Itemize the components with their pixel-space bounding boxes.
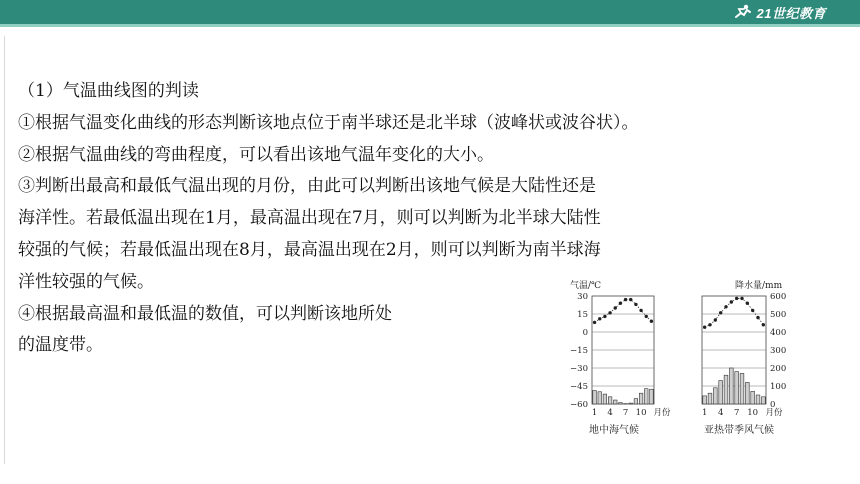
precip-bar xyxy=(756,395,760,404)
month-tick-label: 1 xyxy=(701,408,708,418)
precip-bar xyxy=(593,391,597,405)
precip-bar xyxy=(634,399,638,404)
precip-tick-label: 100 xyxy=(770,382,787,392)
precip-bar xyxy=(740,373,744,404)
section-heading: （1）气温曲线图的判读 xyxy=(18,81,199,101)
precip-bar xyxy=(751,391,755,404)
climate-chart-svg xyxy=(552,274,804,454)
precip-bar xyxy=(608,397,612,404)
month-axis-label: 月份 xyxy=(765,408,783,418)
precip-bar xyxy=(708,393,712,404)
temp-line xyxy=(595,300,652,323)
precip-bar xyxy=(713,388,717,404)
temp-tick-label: −30 xyxy=(570,364,588,374)
precip-bar xyxy=(650,389,654,404)
logo xyxy=(733,3,826,21)
month-tick-label: 10 xyxy=(635,408,647,418)
paragraph-line: 洋性较强的气候。 xyxy=(18,271,154,292)
temp-point xyxy=(634,303,637,306)
climate-charts xyxy=(552,274,804,454)
precip-bar xyxy=(629,403,633,404)
temp-point xyxy=(608,311,611,314)
temp-point xyxy=(730,300,733,303)
precip-tick-label: 200 xyxy=(770,364,787,374)
precip-bar xyxy=(603,394,607,404)
month-tick-label: 1 xyxy=(591,408,598,418)
paragraph-line: 较强的气候；若最低温出现在8月，最高温出现在2月，则可以判断为南半球海 xyxy=(18,239,601,260)
precip-bar xyxy=(724,375,728,404)
precip-bar xyxy=(729,368,733,404)
month-axis-label: 月份 xyxy=(653,408,671,418)
temp-tick-label: 30 xyxy=(577,292,588,302)
paragraph-line: ①根据气温变化曲线的形态判断该地点位于南半球还是北半球（波峰状或波谷状）。 xyxy=(18,112,639,133)
precip-bar xyxy=(613,400,617,404)
temp-point xyxy=(724,305,727,308)
left-rule xyxy=(4,36,5,464)
temp-tick-label: −60 xyxy=(570,400,588,410)
temp-point xyxy=(719,311,722,314)
precip-tick-label: 600 xyxy=(770,292,787,302)
temp-point xyxy=(645,315,648,318)
paragraph-line: ②根据气温曲线的弯曲程度，可以看出该地气温年变化的大小。 xyxy=(18,144,494,165)
temp-point xyxy=(714,318,717,321)
temp-tick-label: −15 xyxy=(570,346,588,356)
precip-tick-label: 500 xyxy=(770,310,787,320)
month-tick-label: 7 xyxy=(622,408,629,418)
precip-bar xyxy=(719,381,723,404)
logo-text: 21世纪教育 xyxy=(756,5,826,21)
precip-tick-label: 400 xyxy=(770,328,787,338)
temp-point xyxy=(619,302,622,305)
temp-tick-label: −45 xyxy=(570,382,588,392)
temp-point xyxy=(762,323,765,326)
precip-bar xyxy=(644,389,648,404)
precip-axis-label: 降水量/mm xyxy=(735,281,783,291)
header-stripe xyxy=(0,24,860,27)
paragraph-line: ④根据最高温和最低温的数值，可以判断该地所处 xyxy=(18,303,392,324)
precip-bar xyxy=(598,392,602,404)
precip-bar xyxy=(761,397,765,404)
temp-point xyxy=(708,323,711,326)
precip-bar xyxy=(619,403,623,404)
precip-bar xyxy=(639,393,643,404)
temp-axis-label: 气温/℃ xyxy=(570,281,602,291)
temp-point xyxy=(746,302,749,305)
temp-point xyxy=(740,297,743,300)
temp-point xyxy=(598,317,601,320)
precip-bar xyxy=(745,382,749,404)
header-bar xyxy=(0,0,860,24)
month-tick-label: 7 xyxy=(733,408,740,418)
paragraph-line: 的温度带。 xyxy=(18,335,103,356)
month-tick-label: 10 xyxy=(747,408,759,418)
precip-bar xyxy=(703,396,707,404)
temp-point xyxy=(603,315,606,318)
chart-title-monsoon: 亚热带季风气候 xyxy=(704,425,774,436)
temp-line xyxy=(705,298,764,327)
month-tick-label: 4 xyxy=(717,408,724,418)
temp-point xyxy=(650,320,653,323)
temp-point xyxy=(614,306,617,309)
temp-point xyxy=(639,309,642,312)
precip-tick-label: 0 xyxy=(770,400,776,410)
temp-point xyxy=(593,321,596,324)
temp-tick-label: 0 xyxy=(582,328,588,338)
runner-logo-icon xyxy=(733,4,753,20)
paragraph-line: 海洋性。若最低温出现在1月，最高温出现在7月，则可以判断为北半球大陆性 xyxy=(18,208,601,229)
temp-tick-label: 15 xyxy=(577,310,588,320)
temp-point xyxy=(703,326,706,329)
paragraph-line: ③判断出最高和最低气温出现的月份，由此可以判断出该地气候是大陆性还是 xyxy=(18,176,596,197)
chart-title-mediterranean: 地中海气候 xyxy=(589,425,639,436)
temp-point xyxy=(756,316,759,319)
month-tick-label: 4 xyxy=(607,408,613,418)
temp-point xyxy=(624,298,627,301)
precip-tick-label: 300 xyxy=(770,346,787,356)
precip-bar xyxy=(735,372,739,404)
temp-point xyxy=(629,298,632,301)
temp-point xyxy=(751,309,754,312)
temp-point xyxy=(735,297,738,300)
